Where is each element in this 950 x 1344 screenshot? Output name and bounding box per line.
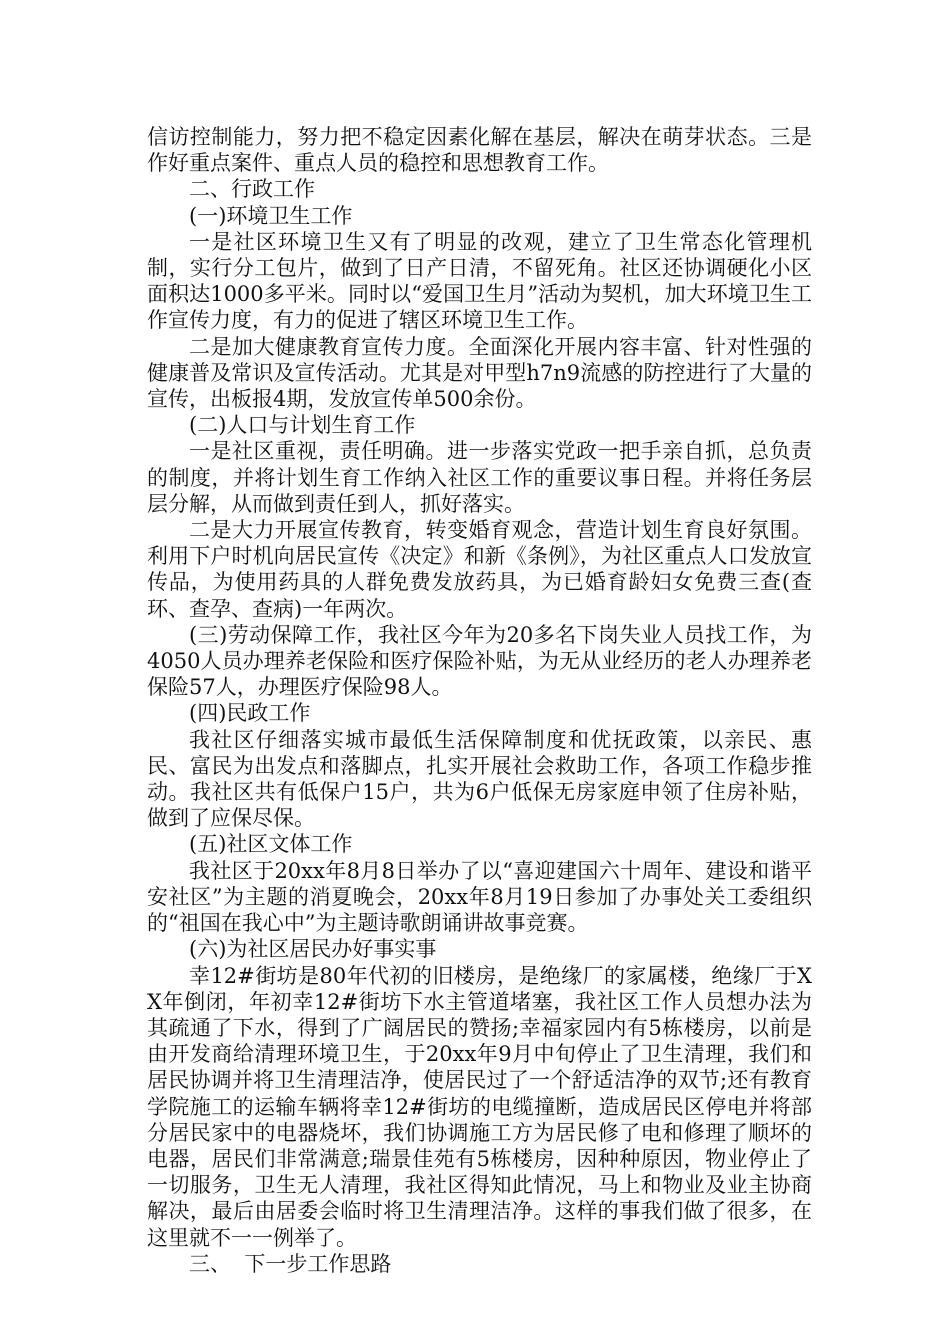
paragraph-family-planning-1: 一是社区重视，责任明确。进一步落实党政一把手亲自抓，总负责的制度，并将计划生育工作纳入社区工作的重要议事日程。并将任务层层分解，从而做到责任到人，抓好落实。 <box>147 439 812 516</box>
paragraph-continuation: 信访控制能力，努力把不稳定因素化解在基层，解决在萌芽状态。三是作好重点案件、重点人员的稳控和思想教育工作。 <box>147 125 812 176</box>
subheading-good-deeds: (六)为社区居民办好事实事 <box>189 937 437 962</box>
paragraph-civil-affairs: 我社区仔细落实城市最低生活保障制度和优抚政策，以亲民、惠民、富民为出发点和落脚点，扎实开展社会救助工作，各项工作稳步推动。我社区共有低保户15户，共为6户低保无房家庭申领了住房补贴，做到了应保尽保。 <box>147 727 812 831</box>
subheading-family-planning: (二)人口与计划生育工作 <box>189 413 416 438</box>
paragraph-hygiene-1: 一是社区环境卫生又有了明显的改观，建立了卫生常态化管理机制，实行分工包片，做到了日产日清，不留死角。社区还协调硬化小区面积达1000多平米。同时以“爱国卫生月”活动为契机，加大环境卫生工作宣传力度，有力的促进了辖区环境卫生工作。 <box>147 229 812 333</box>
document-page <box>147 124 812 1277</box>
section-heading-admin-work: 二、行政工作 <box>189 177 315 202</box>
paragraph-hygiene-2: 二是加大健康教育宣传力度。全面深化开展内容丰富、针对性强的健康普及常识及宣传活动。尤其是对甲型h7n9流感的防控进行了大量的宣传，出板报4期，发放宣传单500余份。 <box>147 334 812 412</box>
subheading-civil-affairs: (四)民政工作 <box>189 701 311 726</box>
subheading-environment-hygiene: (一)环境卫生工作 <box>189 203 353 228</box>
section-heading-next-steps: 三、 下一步工作思路 <box>189 1251 392 1276</box>
paragraph-family-planning-2: 二是大力开展宣传教育，转变婚育观念，营造计划生育良好氛围。利用下户时机向居民宣传《决定》和新《条例》，为社区重点人口发放宣传品，为使用药具的人群免费发放药具，为已婚育龄妇女免费三查(查环、查孕、查病)一年两次。 <box>147 518 812 621</box>
subheading-culture-sports: (五)社区文体工作 <box>189 832 353 857</box>
paragraph-culture-sports: 我社区于20xx年8月8日举办了以“喜迎建国六十周年、建设和谐平安社区”为主题的消夏晚会，20xx年8月19日参加了办事处关工委组织的“祖国在我心中”为主题诗歌朗诵讲故事竞赛。 <box>147 858 812 936</box>
paragraph-labor-security: (三)劳动保障工作，我社区今年为20多名下岗失业人员找工作，为4050人员办理养老保险和医疗保险补贴，为无从业经历的老人办理养老保险57人，办理医疗保险98人。 <box>147 622 812 700</box>
paragraph-good-deeds: 幸12#街坊是80年代初的旧楼房，是绝缘厂的家属楼，绝缘厂于XX年倒闭，年初幸12#街坊下水主管道堵塞，我社区工作人员想办法为其疏通了下水，得到了广阔居民的赞扬;幸福家园内有5栋楼房，以前是由开发商给清理环境卫生，于20xx年9月中旬停止了卫生清理，我们和居民协调并将卫生清理洁净，使居民过了一个舒适洁净的双节;还有教育学院施工的运输车辆将幸12#街坊的电缆撞断，造成居民区停电并将部分居民家中的电器烧坏，我们协调施工方为居民修了电和修理了顺坏的电器，居民们非常满意;瑞景佳苑有5栋楼房，因种种原因，物业停止了一切服务，卫生无人清理，我社区得知此情况，马上和物业及业主协商解决，最后由居委会临时将卫生清理洁净。这样的事我们做了很多，在这里就不一一例举了。 <box>147 963 812 1250</box>
